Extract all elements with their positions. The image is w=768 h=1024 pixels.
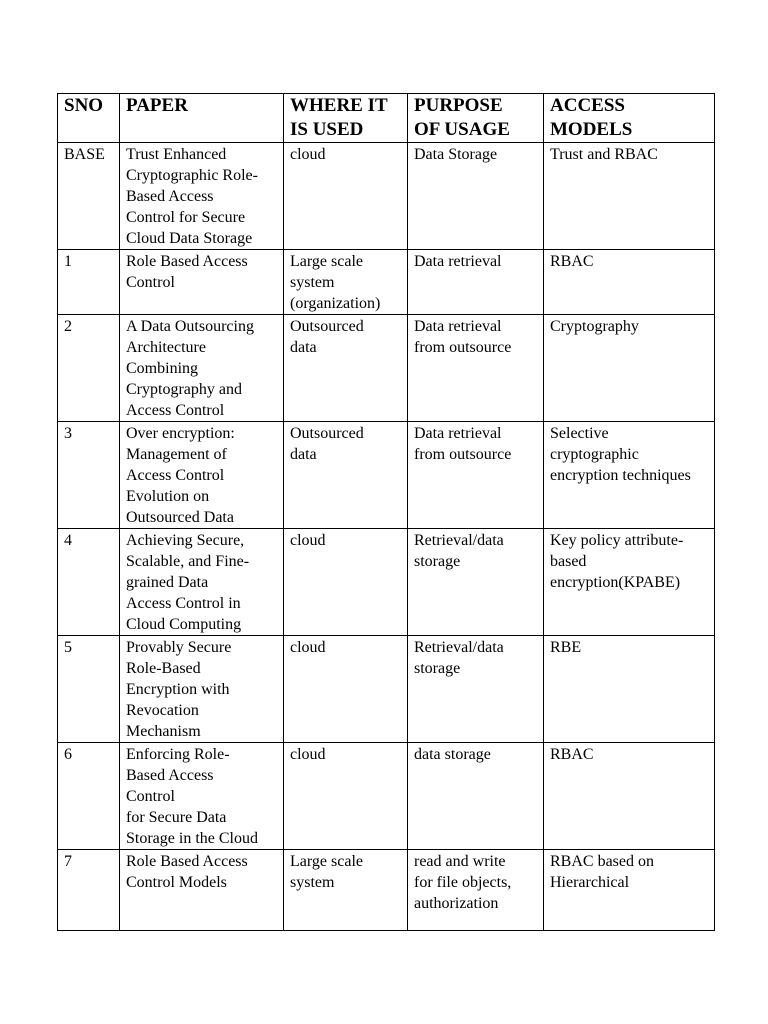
- table-row: [58, 529, 715, 636]
- cell-sno: 6: [58, 743, 120, 850]
- cell-paper: Role Based Access Control: [120, 250, 284, 315]
- cell-paper: Provably Secure Role-Based Encryption with Revocation Mechanism: [120, 636, 284, 743]
- cell-where-used: Large scale system: [284, 850, 408, 931]
- cell-sno: 7: [58, 850, 120, 931]
- header-where-used: WHERE IT IS USED: [284, 94, 408, 143]
- cell-purpose: read and write for file objects, authorization: [408, 850, 544, 931]
- comparison-table: [57, 93, 715, 931]
- header-purpose: PURPOSE OF USAGE: [408, 94, 544, 143]
- cell-sno: BASE: [58, 143, 120, 250]
- cell-sno: 1: [58, 250, 120, 315]
- header-row: [58, 94, 715, 143]
- header-paper: PAPER: [120, 94, 284, 143]
- cell-sno: 4: [58, 529, 120, 636]
- table-row: [58, 422, 715, 529]
- table-row: [58, 315, 715, 422]
- cell-where-used: cloud: [284, 743, 408, 850]
- header-access-models: ACCESS MODELS: [544, 94, 715, 143]
- cell-where-used: Large scale system (organization): [284, 250, 408, 315]
- cell-where-used: cloud: [284, 143, 408, 250]
- cell-purpose: Data retrieval: [408, 250, 544, 315]
- cell-purpose: Data retrieval from outsource: [408, 315, 544, 422]
- cell-sno: 3: [58, 422, 120, 529]
- table-row: [58, 850, 715, 931]
- cell-access-models: Key policy attribute- based encryption(KPABE): [544, 529, 715, 636]
- table-row: [58, 743, 715, 850]
- cell-paper: Role Based Access Control Models: [120, 850, 284, 931]
- cell-purpose: Retrieval/data storage: [408, 529, 544, 636]
- table-row: [58, 636, 715, 743]
- cell-access-models: RBAC based on Hierarchical: [544, 850, 715, 931]
- cell-access-models: RBAC: [544, 743, 715, 850]
- cell-paper: Trust Enhanced Cryptographic Role- Based Access Control for Secure Cloud Data Storage: [120, 143, 284, 250]
- cell-access-models: RBE: [544, 636, 715, 743]
- cell-paper: Enforcing Role- Based Access Control for Secure Data Storage in the Cloud: [120, 743, 284, 850]
- cell-paper: Over encryption: Management of Access Control Evolution on Outsourced Data: [120, 422, 284, 529]
- cell-where-used: cloud: [284, 529, 408, 636]
- header-sno: SNO: [58, 94, 120, 143]
- cell-access-models: RBAC: [544, 250, 715, 315]
- cell-access-models: Selective cryptographic encryption techniques: [544, 422, 715, 529]
- cell-where-used: Outsourced data: [284, 315, 408, 422]
- cell-purpose: Data retrieval from outsource: [408, 422, 544, 529]
- table-row: [58, 250, 715, 315]
- cell-access-models: Trust and RBAC: [544, 143, 715, 250]
- cell-purpose: Data Storage: [408, 143, 544, 250]
- table-row: [58, 143, 715, 250]
- cell-purpose: Retrieval/data storage: [408, 636, 544, 743]
- cell-where-used: Outsourced data: [284, 422, 408, 529]
- cell-paper: Achieving Secure, Scalable, and Fine- grained Data Access Control in Cloud Computing: [120, 529, 284, 636]
- cell-where-used: cloud: [284, 636, 408, 743]
- cell-access-models: Cryptography: [544, 315, 715, 422]
- cell-purpose: data storage: [408, 743, 544, 850]
- cell-sno: 5: [58, 636, 120, 743]
- cell-sno: 2: [58, 315, 120, 422]
- cell-paper: A Data Outsourcing Architecture Combining Cryptography and Access Control: [120, 315, 284, 422]
